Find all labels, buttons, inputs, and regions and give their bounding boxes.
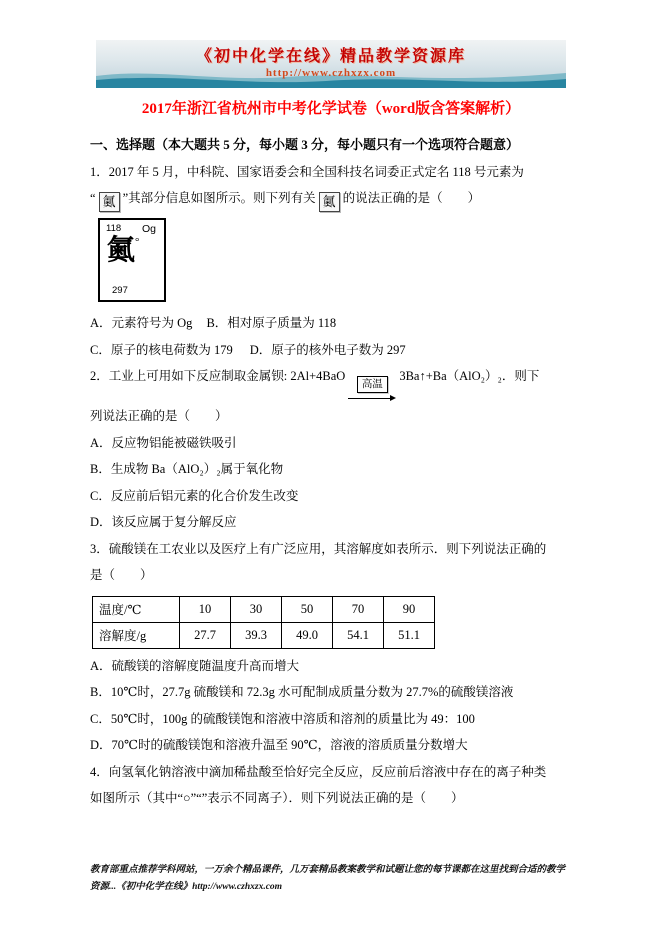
- table-cell: 51.1: [384, 622, 435, 648]
- q1-line2-middle: ”其部分信息如图所示。则下列有关: [122, 191, 316, 205]
- table-row-solubility: [93, 622, 435, 648]
- footer-line-2: [90, 879, 578, 896]
- oganesson-character-inline-image: 鿫: [319, 192, 340, 212]
- footer-url-link[interactable]: http://www.czhxzx.com: [192, 882, 283, 892]
- banner-url-link[interactable]: http://www.czhxzx.com: [265, 67, 397, 79]
- element-box-top-row: [100, 220, 164, 235]
- question-3-line-2: 是（ ）: [90, 568, 153, 582]
- question-2-line-2: 列说法正确的是（ ）: [90, 409, 228, 423]
- question-4-line-2: 如图所示（其中“○”“”表示不同离子）．则下列说法正确的是（ ）: [90, 791, 464, 805]
- table-cell: 30: [231, 596, 282, 622]
- table-header-temperature: 温度/℃: [93, 596, 180, 622]
- q1-quote-open: “: [90, 191, 96, 205]
- q2-option-a: A．反应物铝能被磁铁吸引: [90, 435, 237, 450]
- q2-equation-left: 2．工业上可用如下反应制取金属钡: 2Al+4BaO: [90, 369, 346, 383]
- table-cell: 39.3: [231, 622, 282, 648]
- table-cell: 49.0: [282, 622, 333, 648]
- section-heading: 一、选择题（本大题共 5 分，每小题 3 分，每小题只有一个选项符合题意）: [90, 137, 520, 152]
- question-1-line-2: [90, 185, 576, 212]
- q3-option-a: A．硫酸镁的溶解度随温度升高而增大: [90, 658, 300, 673]
- footer-line-1: 教育部重点推荐学科网站，一万余个精品课件，几万套精品教案教学和试题让您的每节课都在这里找到合适的教学: [90, 865, 566, 875]
- question-1-options-ab: [90, 310, 576, 337]
- reaction-condition: [348, 376, 396, 403]
- table-cell: 70: [333, 596, 384, 622]
- question-1-line-1: 1．2017 年 5 月，中科院、国家语委会和全国科技名词委正式定名 118 号元素为: [90, 164, 524, 179]
- footer-line-2-text: 资源...《初中化学在线》: [90, 882, 193, 892]
- question-2-line-1: [90, 363, 576, 403]
- table-cell: 10: [180, 596, 231, 622]
- q2-option-c: C．反应前后铝元素的化合价发生改变: [90, 488, 299, 503]
- q2-option-d: D．该反应属于复分解反应: [90, 515, 237, 529]
- q1-option-b: B．相对原子质量为 118: [206, 316, 337, 330]
- table-header-solubility: 溶解度/g: [93, 622, 180, 648]
- element-symbol: Og: [141, 223, 156, 235]
- reaction-arrow-icon: [348, 394, 396, 403]
- q3-option-d: D．70℃时的硫酸镁饱和溶液升温至 90℃，溶液的溶质质量分数增大: [90, 738, 468, 752]
- element-character-glyph: 鿫: [107, 235, 136, 266]
- high-temperature-label: 高温: [357, 376, 388, 393]
- document-title: 2017年浙江省杭州市中考化学试卷（word版含答案解析）: [141, 101, 521, 117]
- q2-equation-right: 3Ba↑+Ba（AlO₂）₂．则下: [399, 369, 540, 383]
- page-footer: [90, 862, 578, 896]
- atomic-number: 118: [106, 223, 122, 234]
- q2-option-b: B．生成物 Ba（AlO₂）₂属于氧化物: [90, 462, 284, 476]
- table-row-temperature: [93, 596, 435, 622]
- q1-option-d: D．原子的核外电子数为 297: [249, 342, 406, 357]
- table-cell: 54.1: [333, 622, 384, 648]
- oganesson-character-inline-image: 鿫: [99, 192, 120, 212]
- table-cell: 90: [384, 596, 435, 622]
- question-1-options-cd: [90, 337, 576, 364]
- q1-option-c: C．原子的核电荷数为 179: [90, 342, 233, 357]
- q3-option-b: B．10℃时，27.7g 硫酸镁和 72.3g 水可配制成质量分数为 27.7%的硫酸镁溶液: [90, 685, 514, 699]
- question-4-line-1: 4．向氢氧化钠溶液中滴加稀盐酸至恰好完全反应，反应前后溶液中存在的离子种类: [90, 764, 547, 779]
- q3-option-c: C．50℃时，100g 的硫酸镁饱和溶液中溶质和溶剂的质量比为 49：100: [90, 711, 475, 726]
- element-character: [100, 236, 164, 266]
- document-body: [90, 132, 576, 812]
- question-3-line-1: 3．硫酸镁在工农业以及医疗上有广泛应用，其溶解度如表所示．则下列说法正确的: [90, 541, 547, 556]
- header-banner: [96, 40, 566, 88]
- new-character-mark: °: [135, 236, 140, 248]
- periodic-table-element-image: [98, 218, 166, 302]
- q1-line2-end: 的说法正确的是（ ）: [342, 191, 481, 205]
- table-cell: 27.7: [180, 622, 231, 648]
- table-cell: 50: [282, 596, 333, 622]
- solubility-table: [92, 596, 435, 649]
- relative-atomic-mass: 297: [112, 285, 128, 296]
- q1-option-a: A．元素符号为 Og: [90, 316, 193, 330]
- banner-title: 《初中化学在线》精品教学资源库: [195, 48, 466, 65]
